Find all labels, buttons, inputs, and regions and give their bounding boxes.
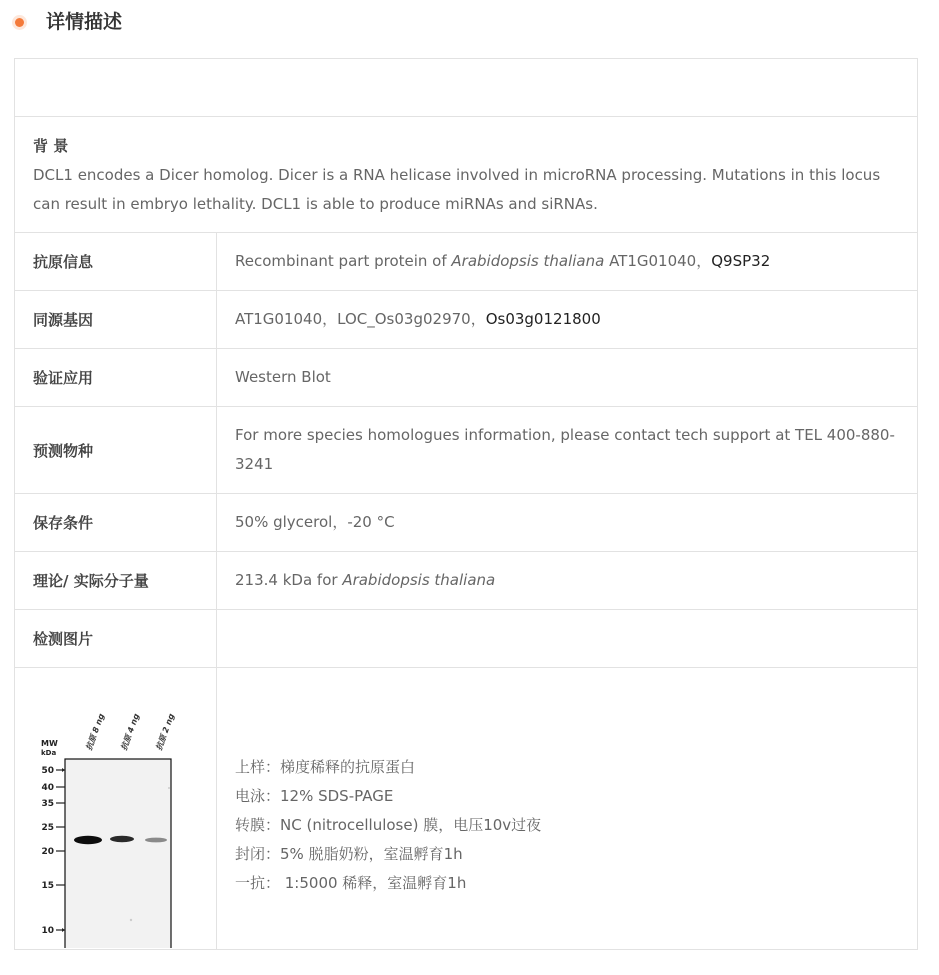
marker-40: 40	[41, 783, 54, 793]
method-line-blocking: 封闭：5% 脱脂奶粉，室温孵育1h	[235, 845, 463, 863]
marker-50: 50	[41, 766, 54, 776]
application-row	[15, 349, 917, 407]
mw-number: 213.4 kDa for	[235, 571, 343, 589]
antigen-accession: Q9SP32	[711, 252, 771, 270]
antigen-species: Arabidopsis thaliana	[451, 252, 605, 270]
antigen-prefix: Recombinant part protein of	[235, 252, 452, 270]
section-header	[0, 0, 939, 46]
blot-speck	[130, 919, 132, 921]
membrane	[65, 759, 171, 948]
method-text	[235, 753, 541, 898]
antigen-gene: AT1G01040，	[604, 252, 712, 270]
antigen-label: 抗原信息	[15, 233, 217, 290]
application-value: Western Blot	[235, 368, 331, 386]
mw-label: 理论/ 实际分子量	[15, 552, 217, 609]
images-value	[217, 610, 917, 667]
band-lane-2	[110, 836, 134, 842]
blot-cell	[15, 668, 217, 950]
antigen-value	[217, 233, 917, 290]
section-title: 详情描述	[46, 11, 123, 33]
species-label: 预测物种	[15, 407, 217, 493]
empty-row	[15, 59, 917, 117]
mw-value	[217, 552, 917, 609]
lane-label-1: 抗原 8 ng	[84, 712, 107, 752]
blot-row	[15, 668, 917, 950]
mw-row	[15, 552, 917, 610]
marker-20: 20	[41, 847, 54, 857]
homolog-value	[217, 291, 917, 348]
background-title: 背 景	[33, 137, 69, 155]
mw-axis-label: MW	[41, 739, 58, 748]
lane-label-2: 抗原 4 ng	[119, 712, 142, 752]
band-lane-3	[145, 838, 167, 843]
marker-35: 35	[41, 799, 54, 809]
marker-15: 15	[41, 881, 54, 891]
storage-label: 保存条件	[15, 494, 217, 551]
homolog-rice-gene: Os03g0121800	[485, 310, 601, 328]
kda-axis-label: kDa	[41, 749, 57, 757]
method-line-electrophoresis: 电泳：12% SDS-PAGE	[235, 787, 394, 805]
application-label: 验证应用	[15, 349, 217, 406]
marker-10: 10	[41, 926, 54, 936]
storage-row	[15, 494, 917, 552]
homolog-row	[15, 291, 917, 349]
storage-value: 50% glycerol，-20 °C	[235, 513, 395, 531]
background-row	[15, 117, 917, 233]
blot-speck	[168, 787, 170, 789]
method-line-transfer: 转膜：NC (nitrocellulose) 膜，电压10v过夜	[235, 816, 542, 834]
species-value: For more species homologues information, please contact tech support at TEL 400-880-3241	[235, 426, 895, 473]
mw-species: Arabidopsis thaliana	[342, 571, 496, 589]
species-row	[15, 407, 917, 494]
homolog-text: AT1G01040，LOC_Os03g02970，	[235, 310, 486, 328]
bullet-dot-icon	[15, 18, 24, 27]
background-text: DCL1 encodes a Dicer homolog. Dicer is a RNA helicase involved in microRNA processing. Mutations in this locus can result in embryo lethality. DCL1 is able to produce miRNAs and siRNAs.	[33, 166, 881, 213]
band-lane-1	[74, 836, 102, 844]
images-label: 检测图片	[15, 610, 217, 667]
detail-table	[14, 58, 918, 950]
homolog-label: 同源基因	[15, 291, 217, 348]
images-row	[15, 610, 917, 668]
western-blot-image	[35, 688, 195, 948]
lane-label-3: 抗原 2 ng	[154, 712, 177, 752]
marker-25: 25	[41, 823, 54, 833]
method-line-primary-antibody: 一抗： 1:5000 稀释，室温孵育1h	[235, 874, 467, 892]
antigen-row	[15, 233, 917, 291]
method-line-loading: 上样：梯度稀释的抗原蛋白	[235, 758, 416, 776]
